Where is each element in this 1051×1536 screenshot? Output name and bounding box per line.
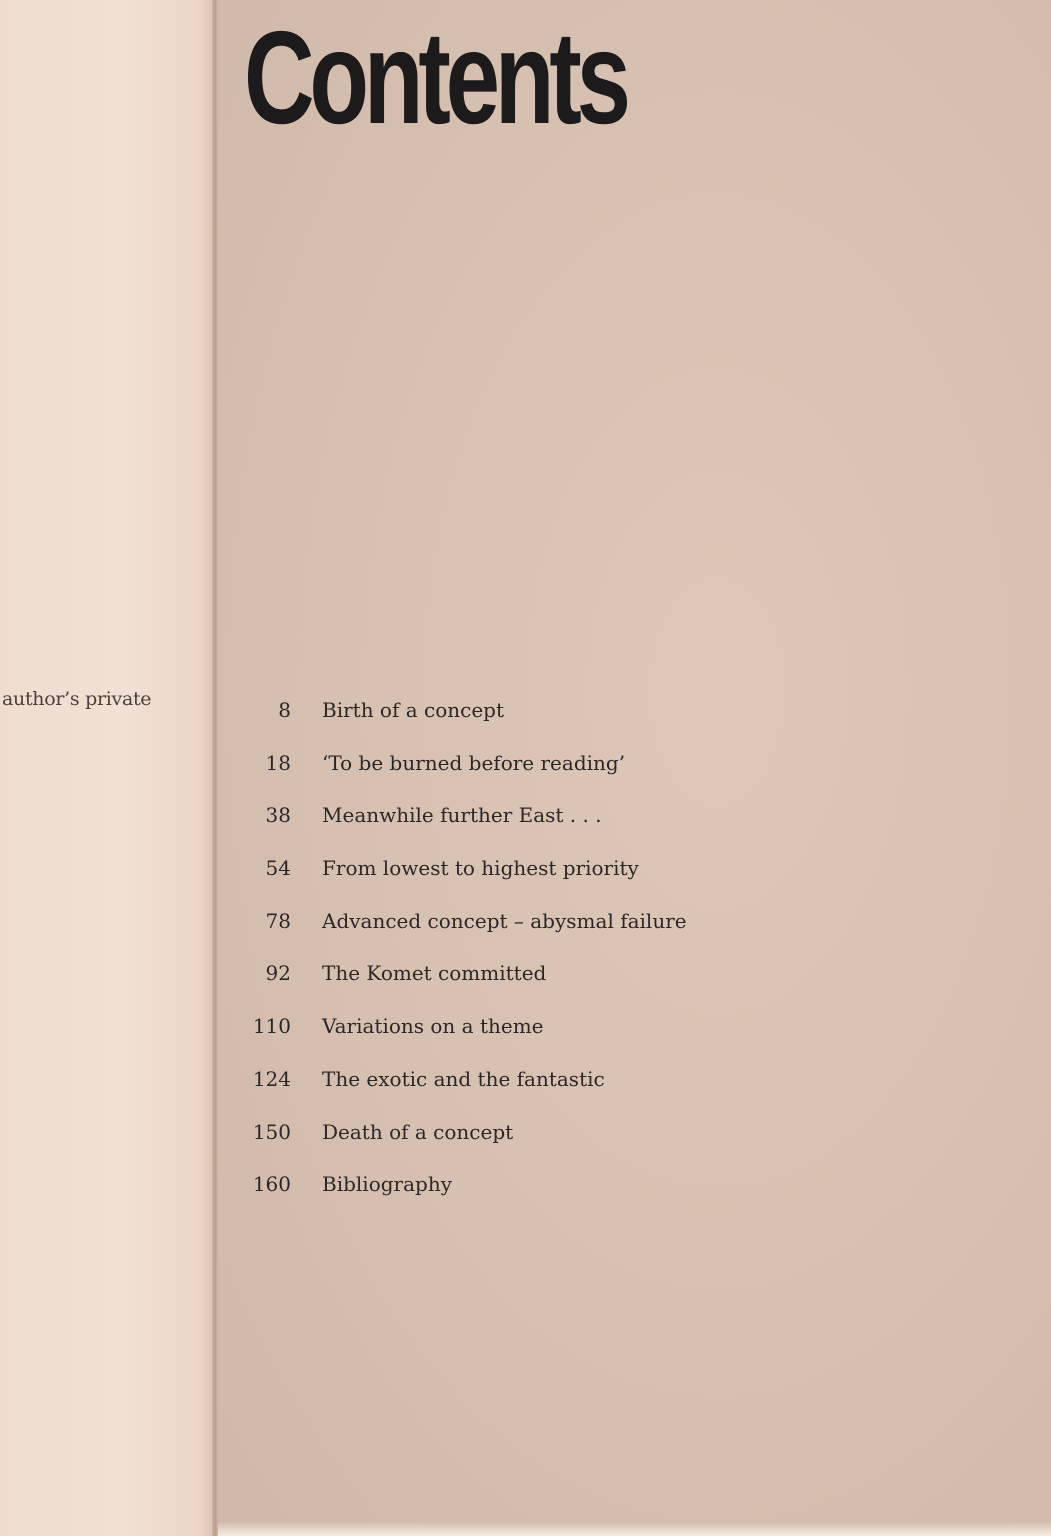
- toc-entry: [240, 1120, 800, 1173]
- toc-chapter-title: Birth of a concept: [322, 698, 505, 722]
- toc-page-number: 78: [265, 908, 291, 933]
- toc-entry: [240, 751, 800, 804]
- toc-chapter-title: The exotic and the fantastic: [322, 1066, 605, 1091]
- toc-chapter-title: ‘To be burned before reading’: [322, 750, 626, 775]
- page-title: Contents: [244, 4, 626, 151]
- toc-chapter-title: The Komet committed: [322, 961, 547, 986]
- toc-page-number: 124: [252, 1066, 291, 1091]
- toc-page-number: 54: [265, 856, 291, 881]
- toc-entry: [240, 698, 800, 751]
- toc-page-number: 18: [265, 750, 291, 775]
- toc-entry: [240, 803, 800, 856]
- toc-entry: [240, 1067, 800, 1120]
- toc-chapter-title: From lowest to highest priority: [322, 856, 639, 881]
- toc-chapter-title: Meanwhile further East . . .: [322, 803, 602, 828]
- toc-page-number: 110: [252, 1014, 291, 1039]
- left-page: [0, 0, 215, 1536]
- toc-chapter-title: Bibliography: [322, 1172, 452, 1197]
- table-of-contents: [240, 698, 800, 1225]
- toc-chapter-title: Variations on a theme: [322, 1014, 544, 1039]
- toc-page-number: 8: [278, 698, 291, 722]
- toc-page-number: 160: [252, 1172, 291, 1197]
- toc-entry: [240, 909, 800, 962]
- toc-entry: [240, 1172, 800, 1225]
- toc-page-number: 150: [252, 1119, 291, 1144]
- toc-page-number: 38: [265, 803, 291, 828]
- page-bottom-edge: [218, 1522, 1051, 1536]
- left-page-text-fragment: author’s private: [2, 688, 152, 710]
- toc-entry: [240, 961, 800, 1014]
- toc-chapter-title: Advanced concept – abysmal failure: [322, 908, 687, 933]
- toc-entry: [240, 856, 800, 909]
- toc-entry: [240, 1014, 800, 1067]
- toc-page-number: 92: [265, 961, 291, 986]
- toc-chapter-title: Death of a concept: [322, 1119, 514, 1144]
